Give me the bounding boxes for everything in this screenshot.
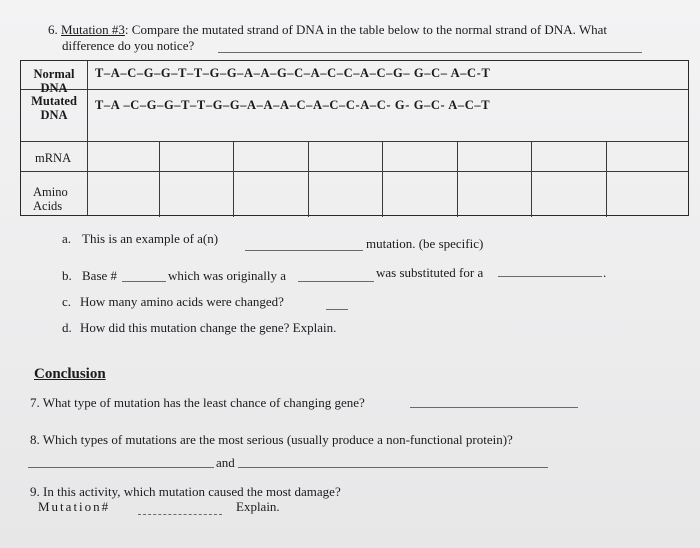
item-c-letter: c. [62,294,72,309]
answer-line-q9-mutation[interactable] [138,514,222,515]
item-b-period: . [603,265,607,280]
question-6-text: : Compare the mutated strand of DNA in the table below to the normal strand of DNA. What [124,22,608,37]
answer-line-q8-second[interactable] [238,467,548,468]
answer-line-new-base[interactable] [498,276,602,277]
mutated-dna-sequence: T–A –C–G–G–T–T–G–G–A–A–A–C–A–C–C-A–C- G- G–C- A–C–T [95,98,491,112]
question-6-line-2: difference do you notice? [62,38,195,53]
question-6-number: 6. [48,22,61,37]
dna-table [20,60,689,216]
row-divider [21,171,688,172]
cell-divider [233,141,234,217]
question-6-line-1 [48,22,607,38]
item-a-letter: a. [62,231,72,246]
item-b-originally-text: which was originally a [168,268,287,283]
item-a-text: This is an example of a(n) [82,231,219,246]
normal-dna-sequence: T–A–C–G–G–T–T–G–G–A–A–G–C–A–C–C–A–C–G– G–C– A–C-T [95,66,491,80]
question-7-text: 7. What type of mutation has the least chance of changing gene? [30,395,365,410]
row-divider [21,89,688,90]
label-column-divider [87,61,88,215]
answer-line-q8-first[interactable] [28,467,214,468]
row-label-mrna: mRNA [35,151,72,165]
row-label-normal-dna: Normal DNA [33,67,75,95]
item-c-text: How many amino acids were changed? [80,294,284,309]
answer-line-q7[interactable] [410,407,578,408]
cell-divider [606,141,607,217]
question-9-mutation-label: Mutation# [38,499,111,514]
item-d-text: How did this mutation change the gene? Explain. [80,320,337,335]
answer-line-mutation-type[interactable] [245,250,363,251]
cell-divider [531,141,532,217]
cell-divider [457,141,458,217]
question-8-text: 8. Which types of mutations are the most serious (usually produce a non-functional protein)? [30,432,513,447]
row-label-mutated-dna: Mutated DNA [31,94,77,122]
item-b-letter: b. [62,268,72,283]
cell-divider [308,141,309,217]
answer-line-q6[interactable] [218,52,642,53]
answer-line-base-number[interactable] [122,281,166,282]
item-b-base-label: Base # [82,268,118,283]
row-divider [21,141,688,142]
question-9-explain: Explain. [236,499,280,514]
item-d-letter: d. [62,320,72,335]
mutation-label: Mutation #3 [61,22,125,37]
answer-line-amino-acid-count[interactable] [326,309,348,310]
cell-divider [382,141,383,217]
question-8-and: and [216,455,235,470]
item-b-substituted-text: was substituted for a [376,265,484,280]
answer-line-original-base[interactable] [298,281,374,282]
cell-divider [159,141,160,217]
conclusion-heading: Conclusion [34,366,106,382]
question-9-text: 9. In this activity, which mutation caused the most damage? [30,484,341,499]
row-label-amino-acids: Amino Acids [33,185,68,213]
item-a-text-after: mutation. (be specific) [366,236,484,251]
